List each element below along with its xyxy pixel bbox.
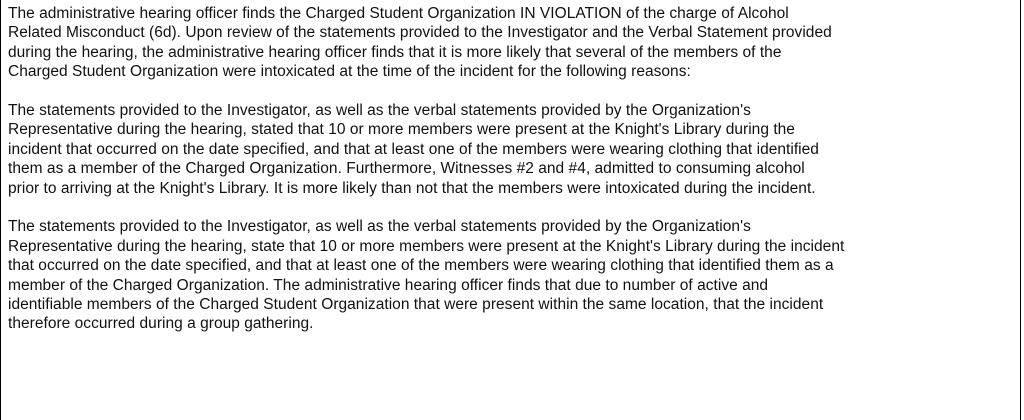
reason-paragraph-intoxication: The statements provided to the Investigator, as well as the verbal statements provided by the Organization's Representative during the hearing, stated that 10 or more members were present at the Knight's Library during the incident that occurred on the date specified, and that at least one of the members were wearing clothing that identified them as a member of the Charged Organization. Furthermore, Witnesses #2 and #4, admitted to consuming alcohol prior to arriving at the Knight's Library. It is more likely than not that the members were intoxicated during the incident. (8, 102, 819, 197)
finding-paragraph: The administrative hearing officer finds the Charged Student Organization IN VIOLATION of the charge of Alcohol Related Misconduct (6d). Upon review of the statements provided to the Investigator and the Verbal Statement provided during the hearing, the administrative hearing officer finds that it is more likely that several of the members of the Charged Student Organization were intoxicated at the time of the incident for the following reasons: (8, 5, 832, 81)
reason-paragraph-group-gathering: The statements provided to the Investigator, as well as the verbal statements provided by the Organization's Representative during the hearing, state that 10 or more members were present at the Knight's Library during the incident that occurred on the date specified, and that at least one of the members were wearing clothing that identified them as a member of the Charged Organization. The administrative hearing officer finds that due to number of active and identifiable members of the Charged Student Organization that were present within the same location, that the incident therefore occurred during a group gathering. (8, 218, 845, 333)
document-body (8, 4, 1018, 353)
